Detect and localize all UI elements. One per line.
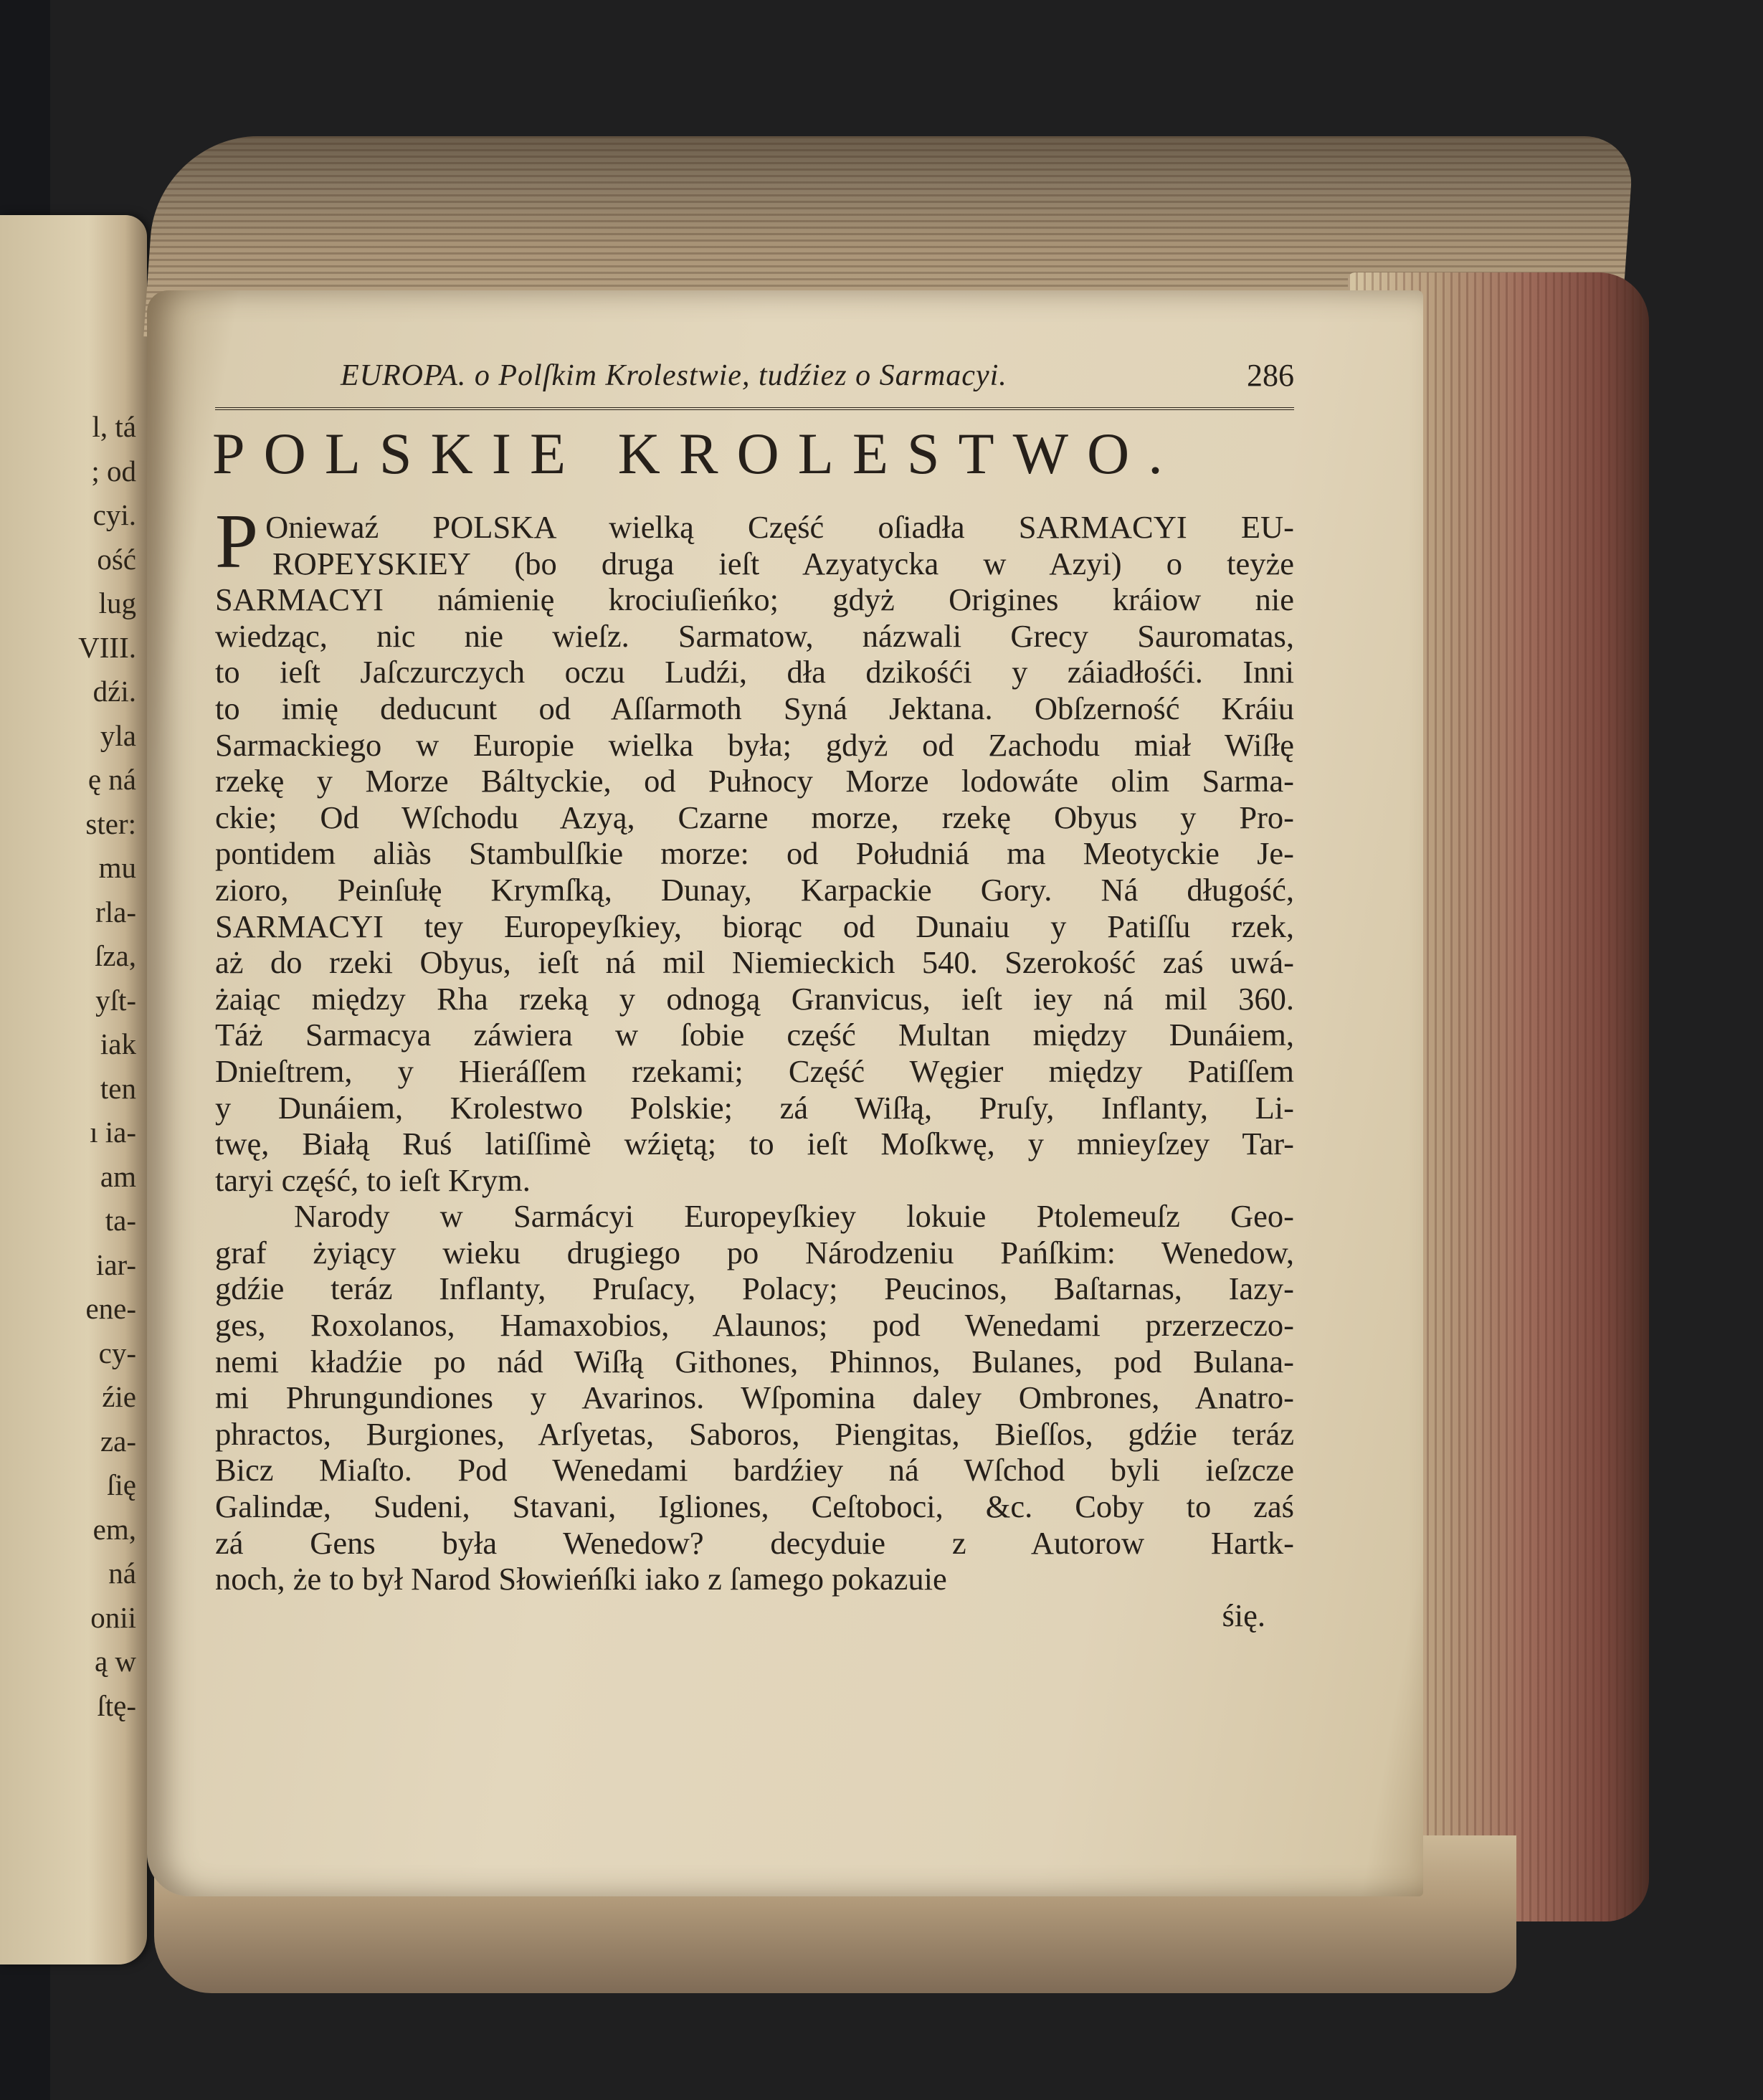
text-line: zá Gens była Wenedow? decyduie z Autorow Hartk- xyxy=(215,1524,1294,1561)
left-page-fragment: mu xyxy=(98,851,136,884)
page-content xyxy=(212,358,1294,1633)
text-line: Oniewaź POLSKA wielką Część oſiadła SARMACYI EU- xyxy=(265,509,1294,545)
text-line: graf żyiący wieku drugiego po Národzeniu Pańſkim: Wenedow, xyxy=(215,1234,1294,1270)
left-page-fragment: yla xyxy=(100,718,136,752)
left-page-fragment: em, xyxy=(92,1512,136,1546)
left-page-fragment: ná xyxy=(108,1557,136,1590)
left-page-fragment: l, tá xyxy=(92,410,136,443)
left-page-fragment: ość xyxy=(97,542,136,576)
left-page-fragment: ſtę- xyxy=(97,1688,136,1722)
text-line: to ieſt Jaſczurczych oczu Ludźi, dła dzikośći y záiadłośći. Inni xyxy=(215,654,1294,690)
left-page-fragment: dźi. xyxy=(92,675,136,708)
text-line: aż do rzeki Obyus, ieſt ná mil Niemieckich 540. Szerokość zaś uwá- xyxy=(215,944,1294,981)
left-page-fragment: ta- xyxy=(105,1204,136,1237)
catchword: śię. xyxy=(1222,1597,1265,1633)
left-page-fragment: yſt- xyxy=(95,983,136,1017)
left-page-fragment: ene- xyxy=(85,1292,136,1325)
text-line: ckie; Od Wſchodu Azyą, Czarne morze, rzekę Obyus y Pro- xyxy=(215,799,1294,835)
text-line: Bicz Miaſto. Pod Wenedami bardźiey ná Wſchod byli ieſzcze xyxy=(215,1452,1294,1488)
text-line: żaiąc między Rha rzeką y odnogą Granvicus, ieſt iey ná mil 360. xyxy=(215,980,1294,1017)
left-page-fragment: VIII. xyxy=(78,630,136,664)
left-page-fragment: ſza, xyxy=(94,939,136,972)
text-line: wiedząc, nic nie wieſz. Sarmatow, názwali Grecy Sauromatas, xyxy=(215,617,1294,654)
text-line: Táż Sarmacya záwiera w ſobie część Multan między Dunáiem, xyxy=(215,1017,1294,1053)
left-page-fragment: onii xyxy=(90,1600,136,1634)
drop-cap: P xyxy=(215,499,259,584)
text-line: taryi część, to ieſt Krym. xyxy=(215,1161,531,1198)
left-page-fragment: cy- xyxy=(98,1336,136,1369)
running-title: EUROPA. o Polſkim Krolestwie, tudźiez o Sarmacyi. xyxy=(341,359,1007,392)
text-line: Galindæ, Sudeni, Stavani, Igliones, Ceſtoboci, &c. Coby to zaś xyxy=(215,1488,1294,1525)
left-page-fragment: cyi. xyxy=(92,498,136,531)
left-page-fragment: źie xyxy=(102,1380,136,1413)
text-line: Sarmackiego w Europie wielka była; gdyż od Zachodu miał Wiſłę xyxy=(215,726,1294,763)
page-number: 286 xyxy=(1247,358,1294,393)
text-line: zioro, Peinſułę Krymſką, Dunay, Karpackie Gory. Ná długość, xyxy=(215,871,1294,908)
text-line: nemi kładźie po nád Wiſłą Githones, Phinnos, Bulanes, pod Bulana- xyxy=(215,1343,1294,1379)
left-page-fragment: ten xyxy=(100,1071,136,1105)
text-line: rzekę y Morze Báltyckie, od Pułnocy Morze lodowáte olim Sarma- xyxy=(215,763,1294,799)
running-head xyxy=(215,358,1294,403)
text-line: to imię deducunt od Aſſarmoth Syná Jektana. Obſzerność Kráiu xyxy=(215,690,1294,726)
header-rule xyxy=(215,407,1294,410)
left-page-fragment: ę ná xyxy=(87,763,136,796)
text-line: SARMACYI tey Europeyſkiey, biorąc od Dunaiu y Patiſſu rzek, xyxy=(215,908,1294,944)
left-page-fragment: ; od xyxy=(91,454,136,488)
text-line: pontidem aliàs Stambulſkie morze: od Południá ma Meotyckie Je- xyxy=(215,835,1294,872)
text-line: noch, że to był Narod Słowieńſki iako z ſamego pokazuie xyxy=(215,1561,947,1597)
right-page xyxy=(147,290,1423,1896)
chapter-title: POLSKIE KROLESTWO. xyxy=(212,421,1182,486)
text-line: ROPEYSKIEY (bo druga ieſt Azyatycka w Azyi) o teyże xyxy=(272,545,1294,581)
text-line: Narody w Sarmácyi Europeyſkiey lokuie Ptolemeuſz Geo- xyxy=(294,1198,1294,1235)
text-line: gdźie teráz Inflanty, Pruſacy, Polacy; Peucinos, Baſtarnas, Iazy- xyxy=(215,1270,1294,1307)
left-page-fragment: lug xyxy=(98,586,136,619)
text-line: Dnieſtrem, y Hieráſſem rzekami; Część Węgier między Patiſſem xyxy=(215,1053,1294,1089)
body-text xyxy=(215,499,1294,1633)
text-line: phractos, Burgiones, Arſyetas, Saboros, Piengitas, Bieſſos, gdźie teráz xyxy=(215,1415,1294,1452)
left-page-fragment: ą w xyxy=(94,1645,136,1678)
text-line: ges, Roxolanos, Hamaxobios, Alaunos; pod Wenedami przerzeczo- xyxy=(215,1307,1294,1344)
left-page-fragment: rla- xyxy=(95,895,136,928)
text-line: mi Phrungundiones y Avarinos. Wſpomina daley Ombrones, Anatro- xyxy=(215,1379,1294,1416)
left-page-fragment: ı ia- xyxy=(90,1116,136,1149)
left-page-fragment: ster: xyxy=(85,807,136,840)
left-page-edge xyxy=(0,215,147,1964)
text-line: twę, Białą Ruś latiſſimè wźiętą; to ieſt Moſkwę, y mnieyſzey Tar- xyxy=(215,1126,1294,1162)
left-page-fragment: ſię xyxy=(107,1468,136,1501)
text-line: y Dunáiem, Krolestwo Polskie; zá Wiſłą, Pruſy, Inflanty, Li- xyxy=(215,1089,1294,1126)
left-page-fragment: am xyxy=(100,1159,136,1193)
text-line: SARMACYI námienię krociuſieńko; gdyż Origines kráiow nie xyxy=(215,581,1294,618)
left-page-fragment: za- xyxy=(100,1424,136,1458)
left-page-fragment: iak xyxy=(100,1027,136,1060)
left-page-fragment: iar- xyxy=(95,1248,136,1281)
